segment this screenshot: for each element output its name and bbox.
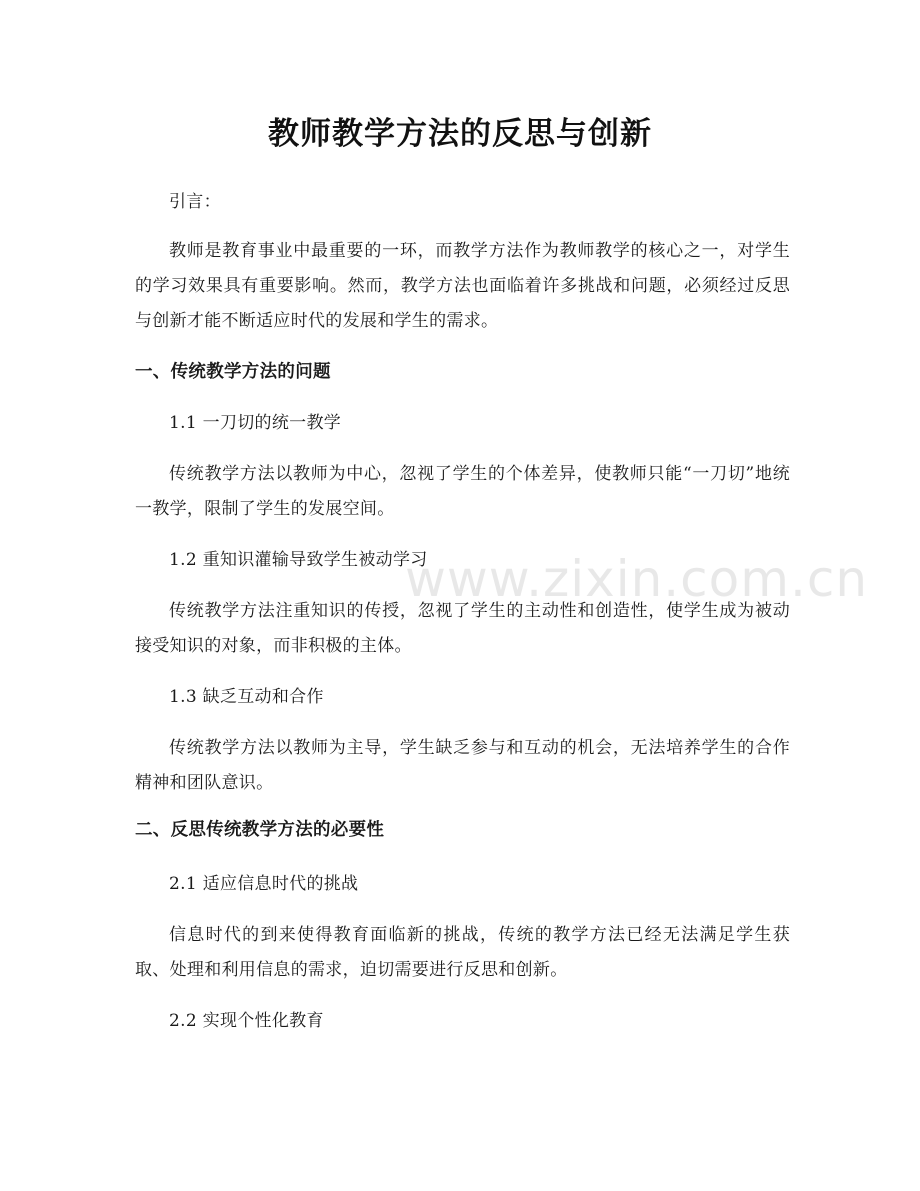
watermark: www.zixin.com.cn — [405, 550, 869, 608]
document-title: 教师教学方法的反思与创新 — [268, 116, 652, 152]
section-2-2-title: 2.2 实现个性化教育 — [169, 1011, 324, 1031]
section-2-heading: 二、反思传统教学方法的必要性 — [135, 820, 385, 840]
section-1-heading: 一、传统教学方法的问题 — [135, 362, 331, 382]
section-1-3-paragraph: 传统教学方法以教师为主导，学生缺乏参与和互动的机会，无法培养学生的合作精神和团队意识。 — [135, 738, 790, 793]
section-1-3-title: 1.3 缺乏互动和合作 — [169, 687, 324, 707]
section-1-1-title: 1.1 一刀切的统一教学 — [169, 413, 342, 433]
section-2-1-title: 2.1 适应信息时代的挑战 — [169, 874, 359, 894]
section-2-1-paragraph: 信息时代的到来使得教育面临新的挑战，传统的教学方法已经无法满足学生获取、处理和利用信息的需求，迫切需要进行反思和创新。 — [135, 925, 790, 980]
section-1-2-paragraph: 传统教学方法注重知识的传授，忽视了学生的主动性和创造性，使学生成为被动接受知识的对象，而非积极的主体。 — [135, 601, 790, 656]
section-1-1-paragraph: 传统教学方法以教师为中心，忽视了学生的个体差异，使教师只能“一刀切”地统一教学，限制了学生的发展空间。 — [135, 464, 790, 519]
section-1-2-title: 1.2 重知识灌输导致学生被动学习 — [169, 550, 428, 570]
intro-paragraph: 教师是教育事业中最重要的一环，而教学方法作为教师教学的核心之一，对学生的学习效果具有重要影响。然而，教学方法也面临着许多挑战和问题，必须经过反思与创新才能不断适应时代的发展和学生的需求。 — [135, 241, 790, 331]
intro-label: 引言： — [169, 192, 221, 212]
